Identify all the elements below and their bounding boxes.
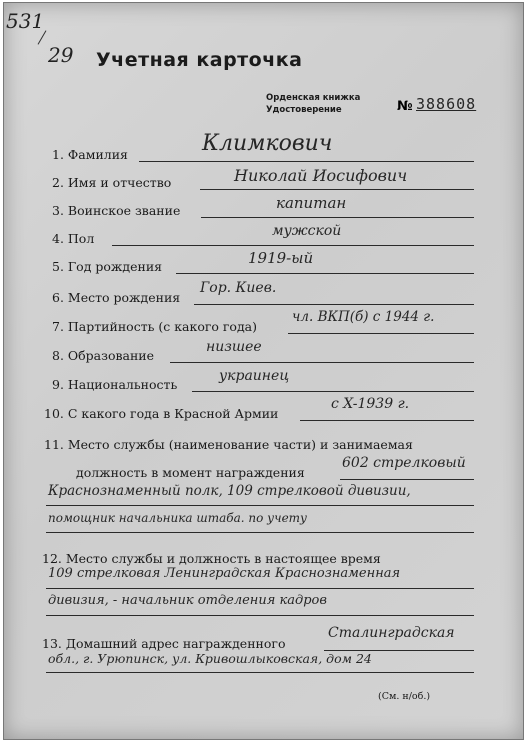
field-label-education: 8. Образование	[52, 348, 155, 363]
field-value-nationality: украинец	[219, 368, 290, 384]
field-label-birthplace: 6. Место рождения	[52, 290, 181, 305]
field-line-service-3	[46, 532, 474, 533]
field-value-service-2: Краснознаменный полк, 109 стрелковой дивизии,	[48, 483, 411, 499]
field-line-address-2	[46, 672, 474, 673]
field-label-sex: 4. Пол	[52, 231, 95, 246]
field-value-party: чл. ВКП(б) с 1944 г.	[292, 309, 435, 325]
field-value-address-2: обл., г. Урюпинск, ул. Кривошлыковская, дом 24	[48, 651, 372, 666]
field-label-service-line1: 11. Место службы (наименование части) и занимаемая	[44, 437, 413, 452]
field-line-rank	[201, 217, 474, 218]
see-reverse-note: (См. н/об.)	[378, 691, 431, 702]
field-line-army-since	[300, 420, 474, 421]
award-record-card	[3, 2, 524, 740]
field-value-current-2: дивизия, - начальник отделения кадров	[48, 593, 327, 608]
field-value-birth-year: 1919-ый	[248, 249, 314, 267]
field-value-education: низшее	[206, 339, 262, 355]
field-label-home-address: 13. Домашний адрес награжденного	[42, 636, 286, 651]
field-line-sex	[112, 245, 474, 246]
field-label-current-service: 12. Место службы и должность в настоящее время	[42, 551, 381, 566]
field-value-current-1: 109 стрелковая Ленинградская Краснознаменная	[48, 566, 401, 581]
field-line-service-1	[340, 479, 474, 480]
field-line-current-2	[46, 615, 474, 616]
field-value-address-1: Сталинградская	[328, 625, 455, 641]
field-line-education	[170, 362, 474, 363]
field-line-name	[200, 189, 474, 190]
field-line-birth-year	[176, 273, 474, 274]
field-line-surname	[139, 161, 474, 162]
field-line-service-2	[46, 505, 474, 506]
archive-number-top: 531	[6, 9, 45, 33]
field-label-birth-year: 5. Год рождения	[52, 259, 163, 274]
field-label-party: 7. Партийность (с какого года)	[52, 319, 257, 334]
field-label-rank: 3. Воинское звание	[52, 203, 181, 218]
certificate-label: Удостоверение	[266, 105, 342, 115]
field-label-army-since: 10. С какого года в Красной Армии	[44, 406, 279, 421]
field-label-nationality: 9. Национальность	[52, 377, 178, 392]
order-book-label: Орденская книжка	[266, 93, 361, 103]
number-sign: №	[397, 99, 413, 114]
field-value-service-1: 602 стрелковый	[342, 455, 466, 471]
card-title: Учетная карточка	[96, 49, 303, 71]
order-number: 388608	[416, 95, 477, 113]
field-label-surname: 1. Фамилия	[52, 147, 128, 162]
field-line-nationality	[192, 391, 474, 392]
field-value-army-since: с X-1939 г.	[331, 396, 410, 412]
archive-number-bottom: 29	[48, 43, 74, 67]
field-value-service-3: помощник начальника штаба. по учету	[48, 511, 308, 525]
field-line-birthplace	[194, 304, 474, 305]
field-value-birthplace: Гор. Киев.	[200, 280, 277, 296]
field-value-surname: Климкович	[202, 131, 333, 156]
field-value-sex: мужской	[272, 223, 342, 239]
field-line-party	[288, 333, 474, 334]
field-line-current-1	[46, 588, 474, 589]
field-label-service-line2: должность в момент награждения	[76, 465, 305, 480]
field-value-name: Николай Иосифович	[234, 166, 408, 185]
field-value-rank: капитан	[276, 194, 347, 212]
field-label-name: 2. Имя и отчество	[52, 175, 172, 190]
